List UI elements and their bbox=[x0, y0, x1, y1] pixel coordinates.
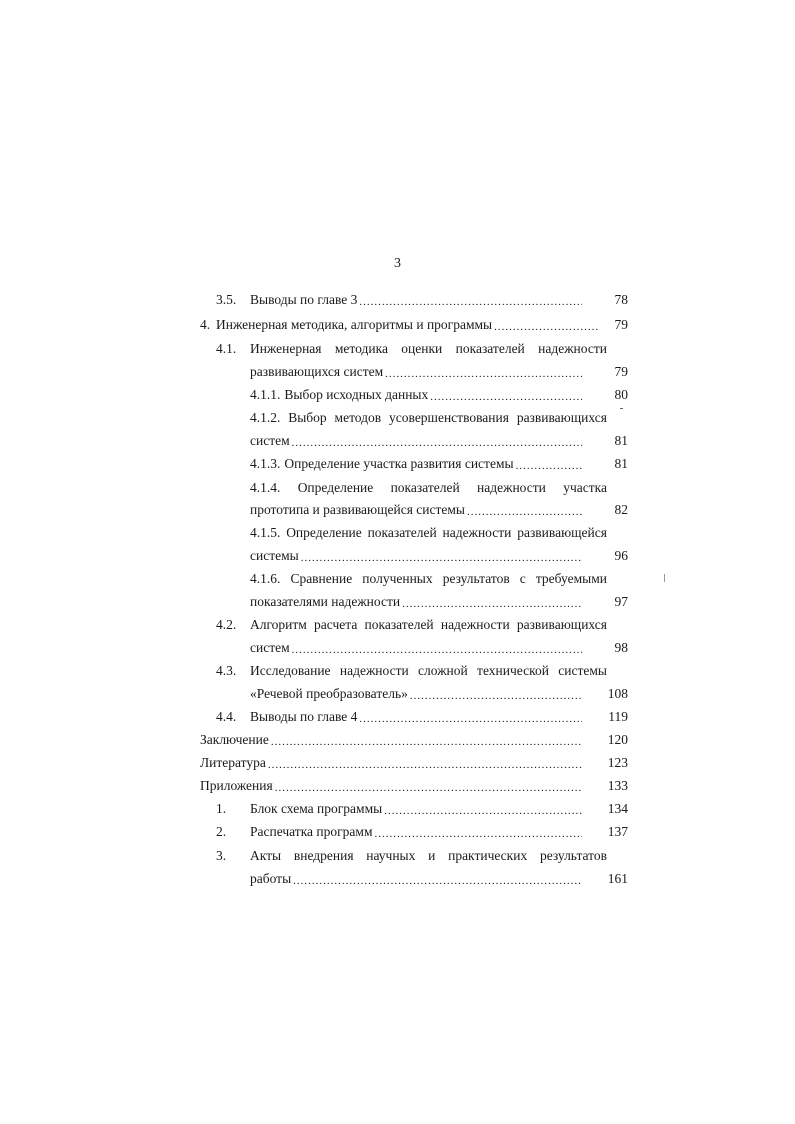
toc-page: 161 bbox=[607, 871, 628, 886]
toc-page: 120 bbox=[607, 732, 628, 747]
toc-page: 80 bbox=[614, 387, 628, 402]
toc-title: систем bbox=[250, 640, 290, 655]
toc-word: участка bbox=[563, 480, 607, 495]
toc-number: 3. bbox=[216, 848, 227, 863]
toc-word: показателей bbox=[364, 617, 434, 632]
toc-page: 79 bbox=[614, 317, 628, 332]
dot-leader bbox=[359, 290, 582, 310]
scan-speck bbox=[620, 408, 623, 409]
toc-word: результатов bbox=[442, 571, 510, 586]
scan-speck bbox=[664, 574, 665, 582]
toc-word: Определение bbox=[297, 480, 374, 495]
toc-title: Выводы по главе 4 bbox=[250, 709, 358, 724]
toc-number: 4. bbox=[200, 317, 211, 332]
toc-page: 123 bbox=[607, 755, 628, 770]
toc-entry-4-2-line1 bbox=[250, 615, 607, 635]
toc-word: развивающихся bbox=[516, 617, 607, 632]
dot-leader bbox=[359, 707, 582, 727]
toc-title: Блок схема программы bbox=[250, 801, 383, 816]
toc-word: требуемыми bbox=[535, 571, 607, 586]
toc-number: 2. bbox=[216, 824, 227, 839]
toc-entry-literature[interactable] bbox=[200, 753, 628, 773]
toc-entry-appendix-3-line2[interactable] bbox=[250, 869, 628, 889]
toc-word: с bbox=[519, 571, 526, 586]
toc-page: 133 bbox=[607, 778, 628, 793]
toc-number: 4.2. bbox=[216, 617, 237, 632]
toc-entry-appendix-2[interactable] bbox=[216, 822, 628, 842]
toc-number: 4.1.5. bbox=[250, 525, 281, 540]
dot-leader bbox=[375, 822, 582, 842]
toc-entry-conclusion[interactable] bbox=[200, 730, 628, 750]
toc-word: Акты bbox=[250, 848, 282, 863]
toc-entry-appendix-3-line1 bbox=[250, 846, 607, 866]
toc-page: 78 bbox=[614, 292, 628, 307]
toc-page: 119 bbox=[608, 709, 628, 724]
dot-leader bbox=[292, 431, 582, 451]
toc-entry-appendix-3-num bbox=[216, 846, 250, 866]
toc-page: 97 bbox=[614, 594, 628, 609]
toc-entry-4-3-line1 bbox=[250, 661, 607, 681]
toc-page: 79 bbox=[614, 364, 628, 379]
toc-word: Определение bbox=[286, 525, 362, 540]
toc-entry-appendices[interactable] bbox=[200, 776, 628, 796]
toc-number: 4.4. bbox=[216, 709, 237, 724]
toc-entry-4-1-2-line1 bbox=[250, 408, 607, 428]
toc-word: развивающихся bbox=[516, 410, 607, 425]
toc-entry-4-1-5-line2[interactable] bbox=[250, 546, 628, 566]
toc-word: надежности bbox=[440, 617, 510, 632]
toc-word: показателей bbox=[367, 525, 437, 540]
dot-leader bbox=[293, 869, 582, 889]
toc-word: научных bbox=[366, 848, 416, 863]
toc-word: и bbox=[428, 848, 436, 863]
toc-entry-4-1-4-line2[interactable] bbox=[250, 500, 628, 520]
toc-word: показателей bbox=[390, 480, 460, 495]
toc-word: технической bbox=[477, 663, 549, 678]
toc-entry-4-1-line1 bbox=[250, 339, 607, 359]
toc-word: методов bbox=[334, 410, 382, 425]
toc-entry-4-2-num bbox=[216, 615, 250, 635]
dot-leader bbox=[467, 500, 582, 520]
dot-leader bbox=[410, 684, 582, 704]
toc-word: полученных bbox=[362, 571, 433, 586]
toc-entry-4[interactable] bbox=[200, 315, 628, 335]
toc-title: «Речевой преобразователь» bbox=[250, 686, 408, 701]
toc-title: работы bbox=[250, 871, 292, 886]
toc-page: 108 bbox=[607, 686, 628, 701]
page-number: 3 bbox=[394, 256, 401, 271]
toc-title: Литература bbox=[200, 755, 266, 770]
toc-word: методика bbox=[334, 341, 388, 356]
toc-word: Исследование bbox=[250, 663, 331, 678]
toc-word: внедрения bbox=[293, 848, 354, 863]
toc-entry-4-1-1[interactable] bbox=[250, 385, 628, 405]
toc-page: 96 bbox=[614, 548, 628, 563]
toc-title: Выбор исходных данных bbox=[284, 387, 429, 402]
toc-entry-4-2-line2[interactable] bbox=[250, 638, 628, 658]
toc-page: 82 bbox=[614, 502, 628, 517]
toc-number: 4.1.2. bbox=[250, 410, 281, 425]
toc-entry-appendix-1[interactable] bbox=[216, 799, 628, 819]
toc-word: результатов bbox=[539, 848, 607, 863]
dot-leader bbox=[301, 546, 582, 566]
dot-leader bbox=[292, 638, 582, 658]
toc-title: Заключение bbox=[200, 732, 269, 747]
toc-title: системы bbox=[250, 548, 299, 563]
toc-number: 4.1. bbox=[216, 341, 237, 356]
dot-leader bbox=[494, 315, 598, 335]
toc-title: показателями надежности bbox=[250, 594, 401, 609]
dot-leader bbox=[385, 362, 582, 382]
toc-number: 4.1.3. bbox=[250, 456, 281, 471]
toc-word: надежности bbox=[538, 341, 607, 356]
toc-word: оценки bbox=[401, 341, 443, 356]
dot-leader bbox=[275, 776, 582, 796]
toc-page: 98 bbox=[614, 640, 628, 655]
toc-entry-4-3-line2[interactable] bbox=[250, 684, 628, 704]
toc-word: Выбор bbox=[288, 410, 327, 425]
toc-entry-3-5[interactable] bbox=[216, 290, 628, 310]
toc-entry-4-1-line2[interactable] bbox=[250, 362, 628, 382]
toc-title: Инженерная методика, алгоритмы и программы bbox=[216, 317, 493, 332]
toc-title: Распечатка программ bbox=[250, 824, 373, 839]
dot-leader bbox=[384, 799, 582, 819]
dot-leader bbox=[268, 753, 582, 773]
toc-number: 4.1.1. bbox=[250, 387, 281, 402]
toc-page: 137 bbox=[607, 824, 628, 839]
toc-entry-4-4[interactable] bbox=[216, 707, 628, 727]
toc-entry-4-1-4-line1 bbox=[250, 478, 607, 498]
toc-word: показателей bbox=[455, 341, 525, 356]
toc-title: Определение участка развития системы bbox=[284, 456, 514, 471]
toc-number: 4.3. bbox=[216, 663, 237, 678]
toc-word: Инженерная bbox=[250, 341, 322, 356]
toc-entry-4-1-2-line2[interactable] bbox=[250, 431, 628, 451]
toc-word: усовершенствования bbox=[389, 410, 509, 425]
toc-word: системы bbox=[558, 663, 607, 678]
toc-word: практических bbox=[448, 848, 528, 863]
toc-number: 3.5. bbox=[216, 292, 237, 307]
toc-word: сложной bbox=[418, 663, 468, 678]
toc-title: Приложения bbox=[200, 778, 273, 793]
toc-title: Выводы по главе 3 bbox=[250, 292, 358, 307]
toc-word: надежности bbox=[477, 480, 546, 495]
toc-entry-4-1-6-line1 bbox=[250, 569, 607, 589]
toc-word: Алгоритм bbox=[250, 617, 307, 632]
toc-title: систем bbox=[250, 433, 290, 448]
toc-number: 1. bbox=[216, 801, 227, 816]
toc-entry-4-1-3[interactable] bbox=[250, 454, 628, 474]
toc-entry-4-1-6-line2[interactable] bbox=[250, 592, 628, 612]
toc-entry-4-3-num bbox=[216, 661, 250, 681]
toc-title: прототипа и развивающейся системы bbox=[250, 502, 466, 517]
toc-word: надежности bbox=[442, 525, 512, 540]
toc-page: 134 bbox=[607, 801, 628, 816]
toc-entry-4-1-num bbox=[216, 339, 250, 359]
dot-leader bbox=[271, 730, 582, 750]
toc-entry-4-1-5-line1 bbox=[250, 523, 607, 543]
toc-page: 81 bbox=[614, 456, 628, 471]
dot-leader bbox=[430, 385, 582, 405]
dot-leader bbox=[516, 454, 582, 474]
toc-number: 4.1.6. bbox=[250, 571, 281, 586]
toc-word: Сравнение bbox=[290, 571, 353, 586]
toc-title: развивающихся систем bbox=[250, 364, 384, 379]
toc-number: 4.1.4. bbox=[250, 480, 281, 495]
dot-leader bbox=[402, 592, 582, 612]
toc-word: надежности bbox=[339, 663, 409, 678]
toc-word: развивающейся bbox=[517, 525, 607, 540]
toc-page: 81 bbox=[614, 433, 628, 448]
toc-word: расчета bbox=[314, 617, 358, 632]
